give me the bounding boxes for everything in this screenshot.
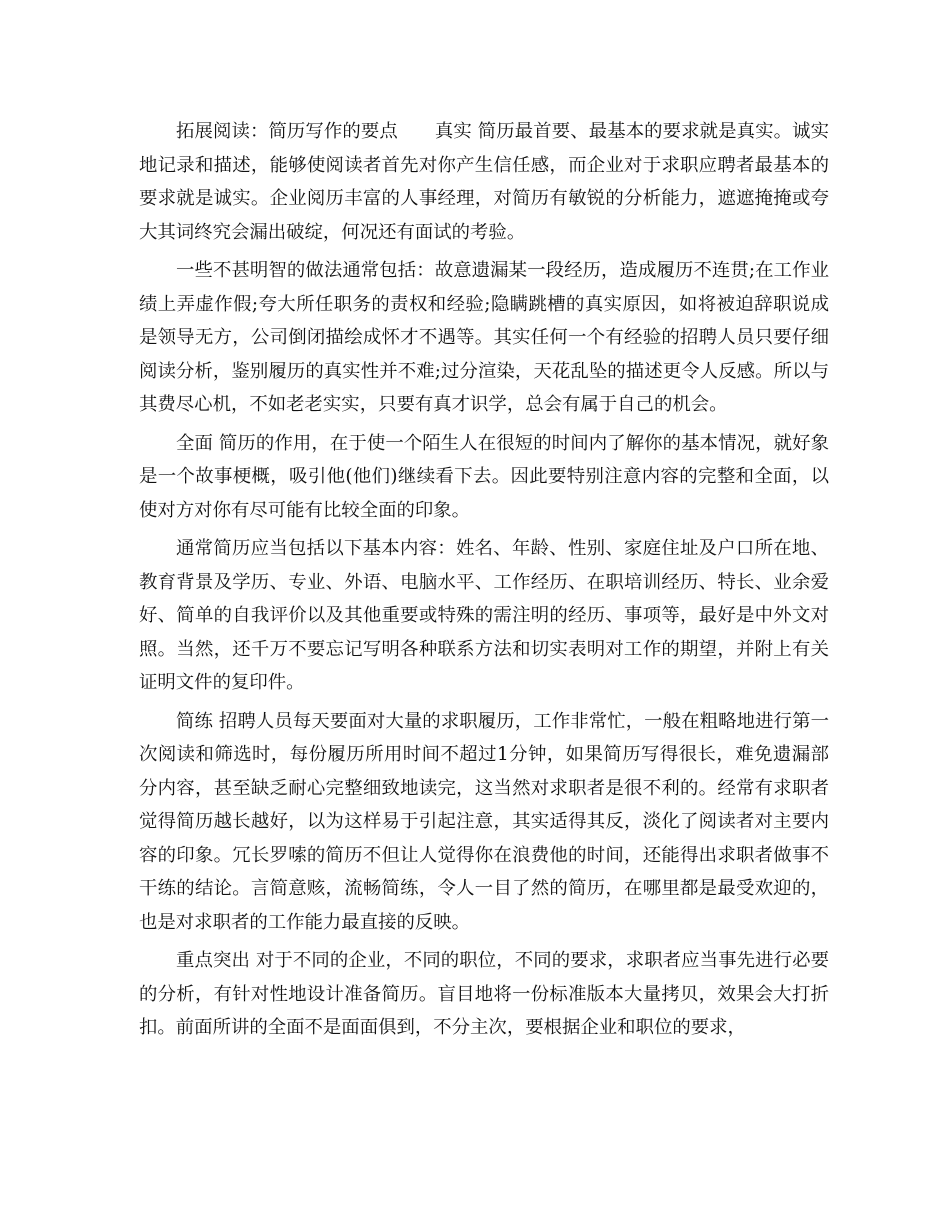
paragraph-1-text: 简历最首要、最基本的要求就是真实。诚实地记录和描述，能够使阅读者首先对你产生信任感，而企业对于求职应聘者最基本的要求就是诚实。企业阅历丰富的人事经理，对简历有敏锐的分析能力，遮遮掩掩或夸大其词终究会漏出破绽，何况还有面试的考验。 [139, 121, 829, 243]
section-heading-focused: 重点突出 [176, 950, 250, 971]
paragraph-5-text: 招聘人员每天要面对大量的求职履历，工作非常忙，一般在粗略地进行第一次阅读和筛选时，每份履历所用时间不超过1分钟，如果简历写得很长，难免遗漏部分内容，甚至缺乏耐心完整细致地读完，这当然对求职者是很不利的。经常有求职者觉得简历越长越好，以为这样易于引起注意，其实适得其反，淡化了阅读者对主要内容的印象。冗长罗嗦的简历不但让人觉得你在浪费他的时间，还能得出求职者做事不干练的结论。言简意赅，流畅简练，令人一目了然的简历，在哪里都是最受欢迎的，也是对求职者的工作能力最直接的反映。 [139, 710, 829, 933]
paragraph-4 [139, 532, 829, 700]
section-heading-truthful: 真实 [434, 121, 472, 142]
document-body [139, 115, 829, 1050]
section-heading-comprehensive: 全面 [176, 432, 213, 454]
paragraph-2-text: 一些不甚明智的做法通常包括：故意遗漏某一段经历，造成履历不连贯;在工作业绩上弄虚作假;夸大所任职务的责权和经验;隐瞒跳槽的真实原因，如将被迫辞职说成是领导无方，公司倒闭描绘成怀才不遇等。其实任何一个有经验的招聘人员只要仔细阅读分析，鉴别履历的真实性并不难;过分渲染，天花乱坠的描述更令人反感。所以与其费尽心机，不如老老实实，只要有真才识学，总会有属于自己的机会。 [139, 260, 829, 415]
paragraph-5 [139, 705, 829, 940]
paragraph-4-text: 通常简历应当包括以下基本内容：姓名、年龄、性别、家庭住址及户口所在地、教育背景及学历、专业、外语、电脑水平、工作经历、在职培训经历、特长、业余爱好、简单的自我评价以及其他重要或特殊的需注明的经历、事项等，最好是中外文对照。当然，还千万不要忘记写明各种联系方法和切实表明对工作的期望，并附上有关证明文件的复印件。 [139, 538, 829, 693]
section-heading-concise: 简练 [176, 710, 213, 732]
paragraph-3 [139, 427, 829, 528]
paragraph-6 [139, 944, 829, 1045]
paragraph-1 [139, 115, 829, 249]
paragraph-2 [139, 254, 829, 422]
heading-gap [398, 121, 435, 142]
paragraph-6-text: 对于不同的企业，不同的职位，不同的要求，求职者应当事先进行必要的分析，有针对性地设计准备简历。盲目地将一份标准版本大量拷贝，效果会大打折扣。前面所讲的全面不是面面俱到，不分主次，要根据企业和职位的要求， [139, 950, 829, 1038]
paragraph-3-text: 简历的作用，在于使一个陌生人在很短的时间内了解你的基本情况，就好象是一个故事梗概，吸引他(他们)继续看下去。因此要特别注意内容的完整和全面，以使对方对你有尽可能有比较全面的印象。 [139, 432, 829, 521]
article-heading: 拓展阅读：简历写作的要点 [176, 121, 398, 142]
